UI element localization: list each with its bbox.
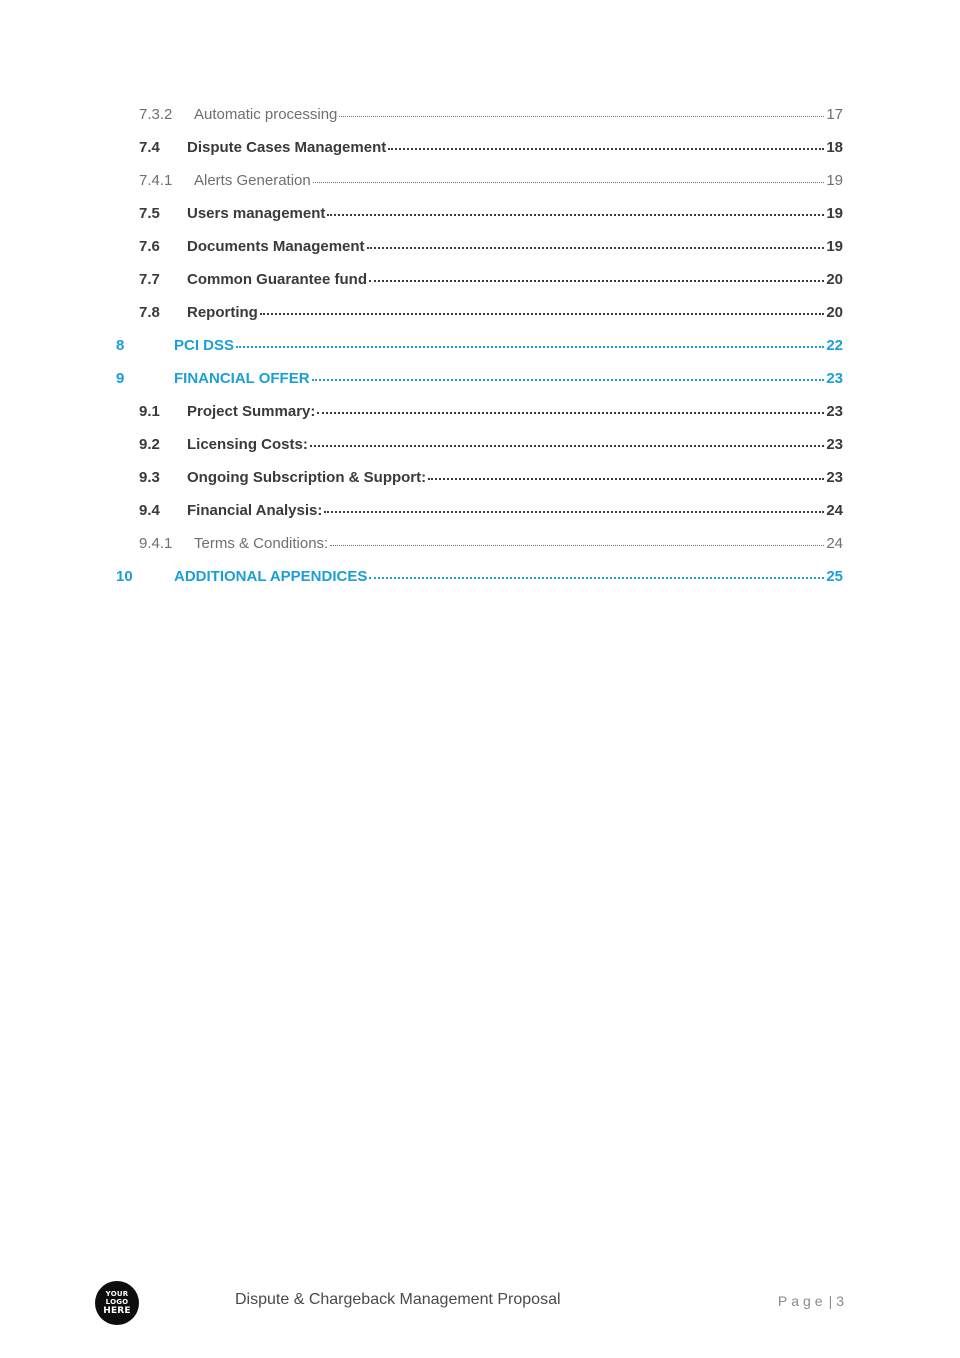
toc-entry-page: 25 xyxy=(826,568,843,585)
toc-entry-number: 7.6 xyxy=(139,238,160,255)
dot-leader xyxy=(367,245,825,249)
dot-leader xyxy=(310,443,824,447)
toc-entry-7-4[interactable] xyxy=(139,137,843,159)
company-logo xyxy=(95,1281,139,1325)
toc-entry-page: 20 xyxy=(826,271,843,288)
toc-entry-number: 9.1 xyxy=(139,403,160,420)
toc-entry-number: 7.4 xyxy=(139,139,160,156)
toc-entry-title: Common Guarantee fund xyxy=(187,271,368,288)
dot-leader xyxy=(312,377,825,381)
toc-entry-page: 24 xyxy=(826,502,843,519)
toc-entry-number: 10 xyxy=(116,568,133,585)
toc-entry-number: 9 xyxy=(116,370,125,387)
toc-entry-number: 7.4.1 xyxy=(139,172,173,189)
toc-entry-page: 20 xyxy=(826,304,843,321)
dot-leader xyxy=(369,575,824,579)
toc-entry-page: 23 xyxy=(826,469,843,486)
toc-entry-title: Project Summary: xyxy=(187,403,316,420)
toc-entry-number: 9.4 xyxy=(139,502,160,519)
toc-entry-title: Alerts Generation xyxy=(194,172,311,189)
toc-entry-number: 9.2 xyxy=(139,436,160,453)
dot-leader xyxy=(324,509,824,513)
logo-text-line1: YOUR xyxy=(105,1290,129,1298)
dot-leader xyxy=(330,544,824,546)
toc-entry-page: 19 xyxy=(826,205,843,222)
toc-entry-7-7[interactable] xyxy=(139,269,843,291)
toc-entry-9-1[interactable] xyxy=(139,401,843,423)
toc-entry-number: 7.7 xyxy=(139,271,160,288)
toc-entry-number: 7.5 xyxy=(139,205,160,222)
toc-entry-page: 18 xyxy=(826,139,843,156)
dot-leader xyxy=(313,181,825,183)
toc-entry-9-4[interactable] xyxy=(139,500,843,522)
toc-entry-7-5[interactable] xyxy=(139,203,843,225)
toc-entry-title: Financial Analysis: xyxy=(187,502,323,519)
toc-entry-title: Dispute Cases Management xyxy=(187,139,387,156)
dot-leader xyxy=(428,476,824,480)
toc-entry-title: Users management xyxy=(187,205,326,222)
dot-leader xyxy=(236,344,824,348)
dot-leader xyxy=(339,115,824,117)
toc-entry-9-2[interactable] xyxy=(139,434,843,456)
toc-entry-title: FINANCIAL OFFER xyxy=(174,370,310,387)
footer-page-number xyxy=(778,1293,844,1309)
page-label: Page xyxy=(777,1293,827,1309)
toc-entry-number: 7.3.2 xyxy=(139,106,173,123)
page-number: 3 xyxy=(836,1293,844,1309)
toc-entry-7-4-1[interactable] xyxy=(139,170,843,192)
toc-entry-page: 23 xyxy=(826,370,843,387)
toc-entry-page: 19 xyxy=(826,172,843,189)
toc-entry-page: 23 xyxy=(826,436,843,453)
logo-text-line3: HERE xyxy=(103,1306,131,1316)
toc-entry-9[interactable] xyxy=(116,368,843,390)
toc-entry-10[interactable] xyxy=(116,566,843,588)
toc-entry-title: Licensing Costs: xyxy=(187,436,308,453)
toc-entry-7-8[interactable] xyxy=(139,302,843,324)
toc-entry-title: Automatic processing xyxy=(194,106,338,123)
page-separator: | xyxy=(828,1293,833,1309)
toc-entry-number: 7.8 xyxy=(139,304,160,321)
toc-entry-number: 8 xyxy=(116,337,125,354)
toc-entry-9-4-1[interactable] xyxy=(139,533,843,555)
footer-document-title: Dispute & Chargeback Management Proposal xyxy=(235,1291,561,1308)
dot-leader xyxy=(317,410,824,414)
toc-entry-9-3[interactable] xyxy=(139,467,843,489)
toc-entry-page: 17 xyxy=(826,106,843,123)
dot-leader xyxy=(369,278,824,282)
toc-entry-title: PCI DSS xyxy=(174,337,235,354)
toc-entry-title: Documents Management xyxy=(187,238,365,255)
toc-entry-7-6[interactable] xyxy=(139,236,843,258)
toc-entry-title: ADDITIONAL APPENDICES xyxy=(174,568,368,585)
toc-entry-title: Terms & Conditions: xyxy=(194,535,329,552)
toc-entry-number: 9.3 xyxy=(139,469,160,486)
toc-entry-title: Reporting xyxy=(187,304,258,321)
toc-entry-7-3-2[interactable] xyxy=(139,104,843,126)
dot-leader xyxy=(260,311,824,315)
toc-entry-page: 23 xyxy=(826,403,843,420)
toc-entry-page: 24 xyxy=(826,535,843,552)
toc-entry-page: 19 xyxy=(826,238,843,255)
logo-text-line2: LOGO xyxy=(105,1298,129,1306)
toc-entry-title: Ongoing Subscription & Support: xyxy=(187,469,427,486)
dot-leader xyxy=(388,146,824,150)
dot-leader xyxy=(327,212,824,216)
toc-entry-8[interactable] xyxy=(116,335,843,357)
toc-entry-page: 22 xyxy=(826,337,843,354)
toc-entry-number: 9.4.1 xyxy=(139,535,173,552)
